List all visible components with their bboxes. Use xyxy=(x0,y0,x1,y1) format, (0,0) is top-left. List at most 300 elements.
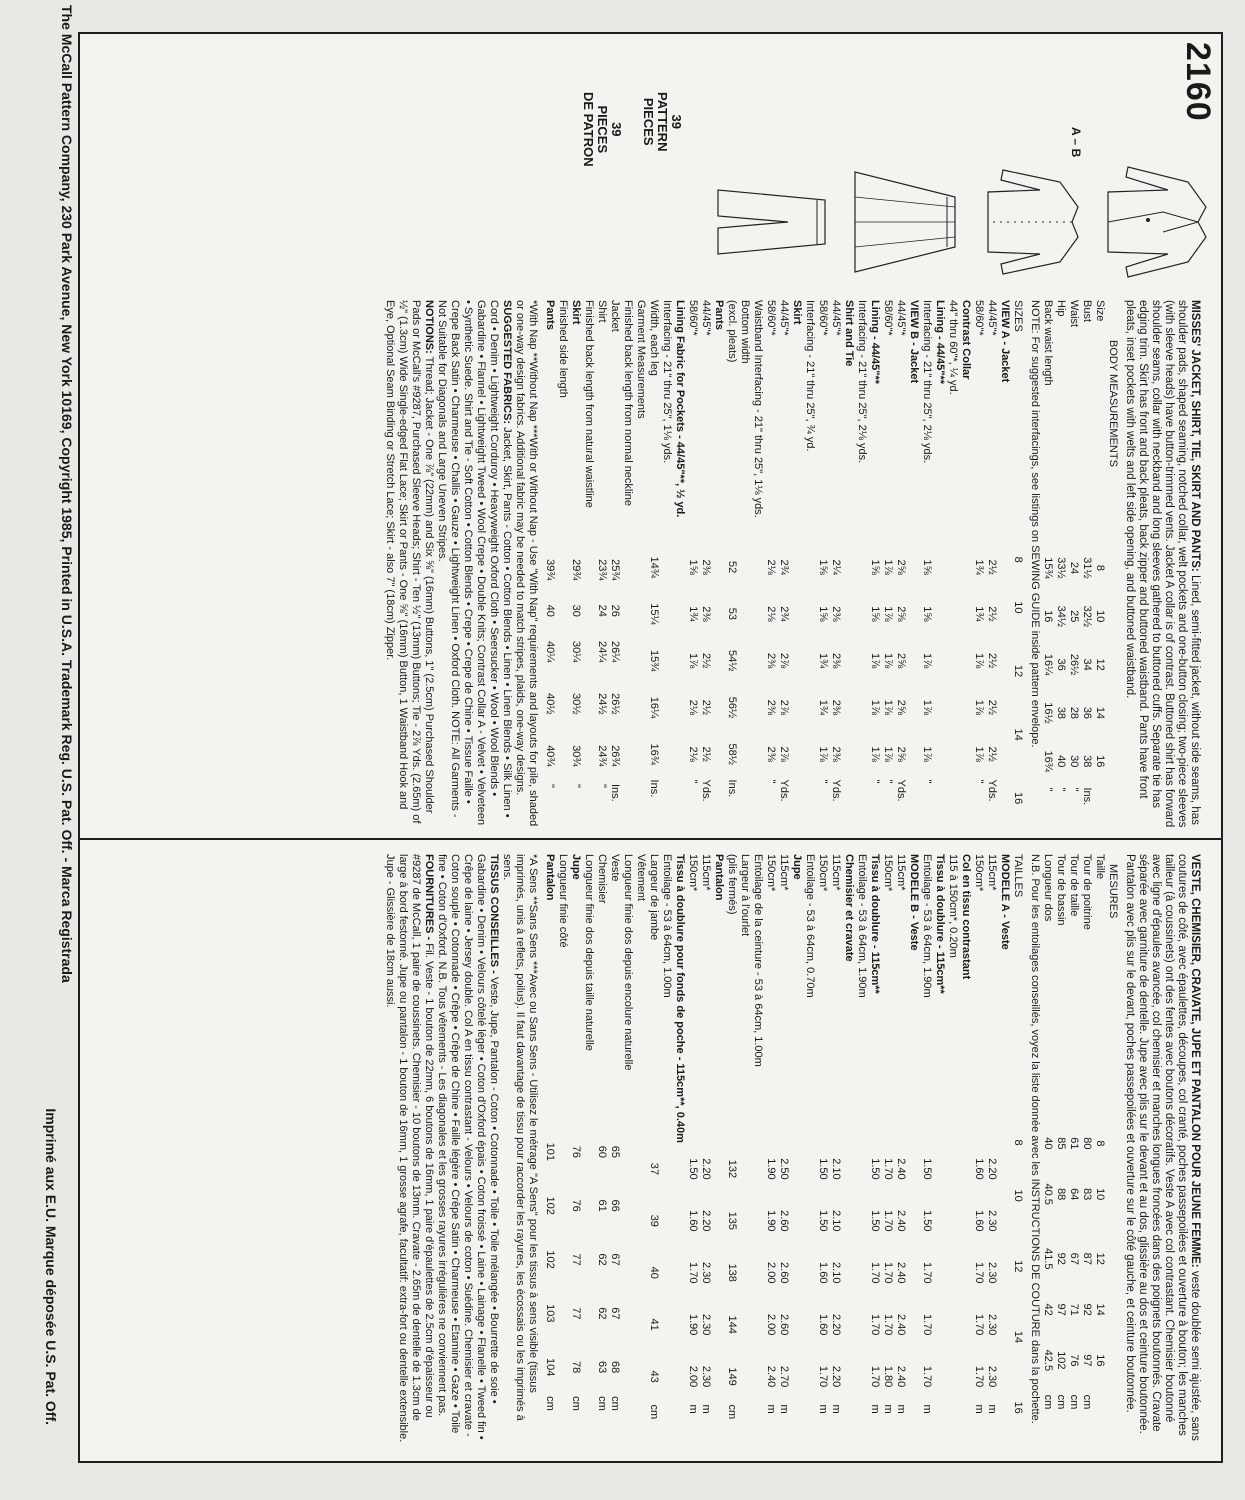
size-value: 1⅞ xyxy=(882,699,894,716)
shirt-tie-sketch xyxy=(978,162,1088,282)
garment-row xyxy=(543,854,556,1443)
size-value: 32½ xyxy=(1081,605,1093,627)
size-value: 1.70 xyxy=(687,1262,699,1284)
unit-cell: cm xyxy=(1081,1394,1093,1410)
size-value xyxy=(738,1143,751,1195)
unit-cell: cm xyxy=(648,1404,660,1420)
size-value: 1.70 xyxy=(882,1313,894,1336)
unit-cell: m xyxy=(700,1404,712,1414)
size-value xyxy=(556,678,569,730)
yardage-row xyxy=(881,854,894,1443)
size-value: 101 xyxy=(544,1142,556,1162)
size-header: 16 xyxy=(1012,792,1024,805)
size-value xyxy=(842,731,855,778)
size-value: 30¾ xyxy=(570,745,582,767)
english-fabrics-label: SUGGESTED FABRICS: xyxy=(501,300,513,425)
size-value: 92 xyxy=(1081,1303,1093,1316)
row-label: Interfacing - 21" thru 25", ¾ yd. xyxy=(804,300,816,452)
size-value: 2.30 xyxy=(700,1365,712,1388)
size-value: 1¾ xyxy=(973,606,985,622)
rotated-page-content xyxy=(78,32,1223,1463)
size-value: 1.60 xyxy=(817,1262,829,1284)
size-value: 16 xyxy=(1042,610,1054,623)
yardage-row xyxy=(699,854,712,1443)
size-value: 80 xyxy=(1081,1137,1093,1150)
row-label: Contrast Collar xyxy=(960,300,972,380)
size-value: 2.30 xyxy=(700,1313,712,1336)
row-label: Width, each leg xyxy=(648,300,660,376)
row-label: Largeur de jambe xyxy=(648,854,660,941)
yardage-row xyxy=(907,854,920,1443)
size-value: 1.70 xyxy=(921,1262,933,1284)
size-value: 40 xyxy=(1042,1137,1054,1150)
size-value: 41.5 xyxy=(1042,1248,1054,1270)
row-label: VIEW A - Jacket xyxy=(999,300,1011,383)
yardage-row xyxy=(946,854,959,1443)
unit-cell: Ins. xyxy=(648,779,660,798)
size-value xyxy=(803,1247,816,1299)
french-fabrics-text: Veste, Jupe, Pantalon - Coton • Cotonnade • Toile • Toile mélangée • Bourrette de soie • Gabardine • Denim • Velours côtelé léger • Coton d'Oxford épais • Coton froissé • Laine • Lainage • Flanelle • Tweed fin • Crêpe de laine • Jersey double. Col A en tissu contrastant - Velours • Velours de coton • Suédine. Chemisier et cravate - Coton souple • Cotonnade • Crêpe • Crêpe de Chine • Faille légère • Crêpe Satin • Charmeuse • Etamine • Gaze • Toile fine • Coton d'Oxford. N.B. Tous vêtements - Les diagonales et les grosses rayures irrégulières ne conviennent pas. xyxy=(436,854,500,1440)
size-value: 1⅞ xyxy=(882,559,894,575)
size-value xyxy=(803,591,816,638)
size-value: 97 xyxy=(1081,1354,1093,1367)
size-value xyxy=(556,1340,569,1394)
unit-cell: " xyxy=(973,779,985,784)
english-garment-table xyxy=(543,300,621,830)
row-label: Longueur finie côté xyxy=(557,854,569,948)
size-value: 40¼ xyxy=(544,641,556,663)
size-value xyxy=(803,544,816,591)
row-label: Pants xyxy=(544,300,556,330)
size-value xyxy=(998,1299,1011,1351)
french-note: N.B. Pour les entoilages conseillés, voyez la liste donnée avec les INSTRUCTIONS DE COUTURE dans la pochette. xyxy=(1029,854,1041,1424)
size-value: 14¾ xyxy=(648,556,660,578)
size-value xyxy=(712,731,725,778)
size-value xyxy=(933,684,946,731)
unit-cell xyxy=(959,1403,972,1443)
size-value: 2⅞ xyxy=(778,746,790,762)
yardage-row xyxy=(907,300,920,830)
row-label: Back waist length xyxy=(1042,300,1054,386)
size-value xyxy=(738,1351,751,1403)
body-measurements-label: BODY MEASUREMENTS xyxy=(1107,340,1119,467)
row-label: Lining - 44/45"** xyxy=(869,300,881,385)
size-value: 39¾ xyxy=(544,559,556,581)
size-header: 14 xyxy=(1012,728,1024,741)
unit-cell: cm xyxy=(1042,1394,1054,1410)
size-value xyxy=(803,1351,816,1403)
size-value xyxy=(738,591,751,638)
size-value: 60 xyxy=(596,1145,608,1158)
row-label: Interfacing - 21" thru 25", 2⅛ yds. xyxy=(921,300,933,464)
size-value xyxy=(712,1143,725,1195)
size-value xyxy=(842,684,855,731)
row-label: 58/60"* xyxy=(882,300,894,336)
size-value xyxy=(582,678,595,730)
size-value xyxy=(998,1143,1011,1195)
size-value: 1.80 xyxy=(882,1365,894,1388)
size-value: 1⅞ xyxy=(882,606,894,622)
size-value: 2.20 xyxy=(986,1158,998,1180)
yardage-row xyxy=(972,300,985,830)
garment-row xyxy=(595,300,608,830)
yardage-row xyxy=(933,854,946,1443)
unit-cell xyxy=(933,778,946,830)
size-value: 1.70 xyxy=(882,1210,894,1232)
yardage-row xyxy=(816,854,829,1443)
size-value: 2.40 xyxy=(895,1262,907,1284)
size-value: 33½ xyxy=(1055,557,1067,579)
size-value: 2.10 xyxy=(830,1158,842,1180)
illustration-column xyxy=(78,32,1223,287)
yardage-row xyxy=(712,300,725,830)
english-fabrics-text: Jacket, Skirt, Pants - Cotton • Cotton Blends • Linen • Linen Blends • Silk Linen • Cord • Denim • Lightweight Corduroy • Heavyweight Oxford Cloth • Seersucker • Wool • Wool Blends • Gabardine • Flannel • Lightweight Tweed • Wool Crepe • Double Knits; Contrast Collar A - Velvet • Velveteen • Synthetic Suede. Shirt and Tie - Soft Cotton • Cotton Blends • Crepe • Crepe de Chine • Tissue Faille • Crepe Back Satin • Charmeuse • Challis • Gauze • Lightweight Linen • Oxford Cloth. NOTE: All Garments - Not Suitable for Diagonals and Large Uneven Stripes. xyxy=(436,300,513,826)
pattern-number: 2160 xyxy=(1179,42,1217,122)
french-column xyxy=(78,844,1223,1463)
size-value: 2.20 xyxy=(700,1210,712,1232)
size-value: 38 xyxy=(1055,706,1067,720)
size-value xyxy=(660,731,673,778)
body-measure-row xyxy=(1080,300,1093,830)
size-value xyxy=(556,730,569,782)
size-value: 2½ xyxy=(986,559,998,575)
row-label: MODELE A - Veste xyxy=(999,854,1011,950)
unit-cell: Yds. xyxy=(895,779,907,802)
yardage-row xyxy=(790,300,803,830)
size-value: 2⅝ xyxy=(895,606,907,622)
unit-cell: " xyxy=(687,779,699,784)
row-label: Tour de poitrine xyxy=(1081,854,1093,930)
size-value: 103 xyxy=(544,1304,556,1323)
body-measure-row xyxy=(1054,300,1067,830)
size-value: 1.90 xyxy=(765,1210,777,1232)
size-header: 14 xyxy=(1012,1330,1024,1344)
garment-row xyxy=(569,854,582,1443)
unit-cell xyxy=(790,778,803,830)
size-value: 24½ xyxy=(596,693,608,715)
unit-cell: " xyxy=(1068,787,1080,792)
size-value: 24¼ xyxy=(596,641,608,663)
size-value xyxy=(673,731,686,778)
size-value xyxy=(582,1340,595,1394)
size-value xyxy=(738,637,751,684)
size-value: 29¾ xyxy=(570,559,582,581)
unit-cell: Ins. xyxy=(726,779,738,798)
size-value xyxy=(660,684,673,731)
yardage-row xyxy=(686,300,699,830)
size-value: 1⅞ xyxy=(687,653,699,669)
size-value xyxy=(673,544,686,591)
size-value: 2½ xyxy=(986,606,998,622)
unit-cell xyxy=(660,1403,673,1443)
english-title: MISSES' JACKET, SHIRT, TIE, SKIRT AND PANTS: xyxy=(1189,300,1201,572)
yardage-row xyxy=(868,300,881,830)
pants-sketch xyxy=(713,162,833,282)
size-value: 102 xyxy=(544,1196,556,1215)
footer-line-1: The McCall Pattern Company, 230 Park Avenue, New York 10169, Copyright 1985, Printed in U.S.A. Trademark Reg. U.S. Pat. Off. - Marca Registrada xyxy=(59,5,75,983)
size-value: 54½ xyxy=(726,649,738,672)
sizes-row xyxy=(1011,854,1024,1443)
size-value: 2¾ xyxy=(778,606,790,622)
size-value xyxy=(790,591,803,638)
size-value xyxy=(907,1195,920,1247)
size-value xyxy=(660,544,673,591)
size-value: 2⅜ xyxy=(830,606,842,622)
unit-cell: cm xyxy=(609,1396,621,1411)
size-value: 1¾ xyxy=(973,559,985,575)
size-value: 40 xyxy=(544,604,556,617)
size-value: 2¼ xyxy=(830,559,842,575)
size-value xyxy=(556,1179,569,1233)
french-sizes-row xyxy=(1011,854,1024,1443)
row-label: 150cm* xyxy=(765,854,777,892)
size-value: 2.20 xyxy=(700,1158,712,1180)
size-value xyxy=(712,684,725,731)
size-value xyxy=(660,1299,673,1351)
english-finished-back: Finished back length from normal neckline xyxy=(622,300,634,507)
size-value xyxy=(582,730,595,782)
row-label: Entoilage - 53 à 64cm, 1.90m xyxy=(856,854,868,998)
size-value: 2.20 xyxy=(830,1313,842,1336)
english-description: Lined, semi-fitted jacket, without side seams, has shoulder pads, shaped seaming, notched collar, welt pockets and one-button closing; two-piece sleeves (with sleeve heads) have button-trimmed vents. Jacket A collar is of contrast. Buttoned shirt has forward shoulder seams, collar with neckband and long sleeves gathered to buttoned cuffs. Separate tie has edging trim. Skirt has front and back pleats, back zipper and buttoned waistband. Pants have front pleats, inset pockets with welts and left side opening, and buttoned waistband. xyxy=(1124,300,1201,828)
yardage-row xyxy=(777,854,790,1443)
yardage-row xyxy=(972,854,985,1443)
unit-cell xyxy=(855,778,868,830)
size-value xyxy=(556,1286,569,1340)
size-value: 16½ xyxy=(1042,702,1054,724)
yardage-row xyxy=(764,854,777,1443)
french-body-table xyxy=(1041,854,1106,1443)
size-value xyxy=(946,591,959,638)
size-value: 2⅜ xyxy=(765,699,777,716)
yardage-row xyxy=(933,300,946,830)
yardage-row xyxy=(712,854,725,1443)
size-value: 8 xyxy=(1094,564,1106,572)
size-value: 2¾ xyxy=(778,559,790,575)
size-value: 1⅞ xyxy=(882,746,894,762)
unit-cell: m xyxy=(817,1404,829,1414)
size-value xyxy=(790,637,803,684)
french-notions-label: FOURNITURES - xyxy=(423,854,435,941)
size-value: 2.30 xyxy=(986,1365,998,1388)
size-value xyxy=(998,544,1011,591)
body-measure-row xyxy=(1093,854,1106,1443)
size-value xyxy=(842,637,855,684)
size-value xyxy=(855,1195,868,1247)
unit-cell xyxy=(855,1403,868,1443)
french-finished-back: Longueur finie dos depuis encolure naturelle xyxy=(622,854,634,1071)
row-label: Chemisier et cravate xyxy=(843,854,855,962)
body-measure-row xyxy=(1080,854,1093,1443)
size-value xyxy=(712,1247,725,1299)
yardage-row xyxy=(842,300,855,830)
row-label: Shirt xyxy=(596,300,608,323)
unit-cell: Yds. xyxy=(778,779,790,802)
unit-cell xyxy=(712,778,725,830)
size-value xyxy=(803,1195,816,1247)
size-value xyxy=(803,731,816,778)
size-value: 36 xyxy=(1055,658,1067,671)
size-value: 102 xyxy=(544,1250,556,1269)
unit-cell: cm xyxy=(570,1396,582,1411)
size-value: 1.70 xyxy=(921,1365,933,1388)
size-value: 76 xyxy=(570,1199,582,1212)
size-value: 1⅝ xyxy=(921,559,933,575)
yardage-row xyxy=(816,300,829,830)
unit-cell xyxy=(556,1394,569,1443)
row-label: Waistband Interfacing - 21" thru 25", 1⅛ yds. xyxy=(752,300,764,518)
yardage-row xyxy=(738,854,751,1443)
sizes-label: TAILLES xyxy=(1012,854,1024,898)
size-value xyxy=(790,544,803,591)
yardage-row xyxy=(829,300,842,830)
size-value: 65 xyxy=(609,1145,621,1158)
size-value: 2⅛ xyxy=(687,699,699,716)
unit-cell xyxy=(842,1403,855,1443)
size-value: 43 xyxy=(648,1370,660,1383)
french-fabrics xyxy=(435,854,500,1443)
size-value xyxy=(790,731,803,778)
size-value: 38 xyxy=(1081,755,1093,768)
size-value xyxy=(946,544,959,591)
size-value: 76 xyxy=(1068,1354,1080,1367)
row-label: Tissu à doublure pour fonds de poche - 115cm**, 0.40m xyxy=(674,854,686,1143)
size-value xyxy=(998,731,1011,778)
yardage-row xyxy=(686,854,699,1443)
size-value xyxy=(933,637,946,684)
yardage-row xyxy=(842,854,855,1443)
size-value xyxy=(738,1195,751,1247)
row-label: (excl. pleats) xyxy=(726,300,738,363)
size-value: 1.70 xyxy=(869,1313,881,1336)
size-value xyxy=(673,1351,686,1403)
size-value xyxy=(790,1247,803,1299)
size-value: 1⅝ xyxy=(817,559,829,575)
row-label: Longueur finie dos depuis taille naturelle xyxy=(583,854,595,1051)
size-value: 2½ xyxy=(700,653,712,669)
english-nap-note: *With Nap **Without Nap ***With or Without Nap - Use "With Nap" requirements and layouts for pile, shaded or one-way design fabrics. Additional fabric may be needed to match stripes, plaids, one-way designs. xyxy=(514,300,539,827)
unit-cell xyxy=(556,782,569,830)
size-value xyxy=(933,544,946,591)
size-value: 88 xyxy=(1055,1188,1067,1201)
size-value: 77 xyxy=(570,1307,582,1320)
row-label: VIEW B - Jacket xyxy=(908,300,920,384)
unit-cell xyxy=(582,1394,595,1443)
size-value xyxy=(582,1286,595,1340)
size-value xyxy=(959,1247,972,1299)
size-value: 30 xyxy=(570,604,582,617)
size-value xyxy=(855,1247,868,1299)
size-value xyxy=(556,596,569,626)
unit-cell: m xyxy=(778,1404,790,1414)
unit-cell xyxy=(660,778,673,830)
size-value xyxy=(556,1125,569,1179)
size-value: 30½ xyxy=(570,693,582,715)
size-value: 2½ xyxy=(700,746,712,762)
size-value: 24 xyxy=(596,604,608,617)
footer-line-2: Imprimé aux E.U. Marque déposée U.S. Pat. Off. xyxy=(43,1108,59,1425)
size-value xyxy=(803,1299,816,1351)
size-value: 2.40 xyxy=(895,1313,907,1336)
body-measure-row xyxy=(1067,854,1080,1443)
unit-cell xyxy=(712,1403,725,1443)
size-value xyxy=(933,1299,946,1351)
row-label: Interfacing - 21" thru 25", 1⅛ yds. xyxy=(661,300,673,464)
size-value: 31½ xyxy=(1081,557,1093,579)
size-value xyxy=(803,684,816,731)
size-value: 1¾ xyxy=(817,653,829,669)
size-value xyxy=(959,544,972,591)
size-value xyxy=(946,1143,959,1195)
size-value: 1⅝ xyxy=(921,606,933,622)
size-value: 2.60 xyxy=(778,1210,790,1232)
size-value: 26¾ xyxy=(609,745,621,767)
unit-cell: Yds. xyxy=(700,779,712,802)
unit-cell xyxy=(998,778,1011,830)
row-label: Tour de bassin xyxy=(1055,854,1067,926)
size-value xyxy=(660,1351,673,1403)
size-value xyxy=(946,1299,959,1351)
size-value xyxy=(751,1351,764,1403)
garment-row xyxy=(556,300,569,830)
size-value xyxy=(933,1143,946,1195)
size-value: 2⅜ xyxy=(700,606,712,622)
size-value xyxy=(712,544,725,591)
size-value: 2⅞ xyxy=(778,653,790,669)
yardage-row xyxy=(725,300,738,830)
size-value xyxy=(907,1247,920,1299)
size-value: 1⅞ xyxy=(882,653,894,669)
unit-cell xyxy=(751,778,764,830)
size-value: 2.40 xyxy=(765,1365,777,1388)
size-value xyxy=(946,1247,959,1299)
size-value: 1.70 xyxy=(973,1262,985,1284)
size-value: 78 xyxy=(570,1361,582,1374)
body-measure-row xyxy=(1067,300,1080,830)
size-value xyxy=(842,1195,855,1247)
size-value: 1⅞ xyxy=(869,699,881,716)
row-label: 44/45"* xyxy=(778,300,790,336)
size-value xyxy=(738,731,751,778)
size-header: 12 xyxy=(1012,664,1024,678)
size-value: 1.50 xyxy=(869,1210,881,1232)
row-label: (plis fermés) xyxy=(726,854,738,915)
size-value: 1.90 xyxy=(765,1158,777,1180)
size-value xyxy=(959,591,972,638)
size-value: 34 xyxy=(1081,658,1093,671)
row-label: Pants xyxy=(713,300,725,330)
size-value: 28 xyxy=(1068,706,1080,720)
row-label: Tissu à doublure - 115cm** xyxy=(869,854,881,994)
size-value: 2⅜ xyxy=(765,653,777,669)
size-value: 26¼ xyxy=(609,641,621,663)
size-value xyxy=(751,684,764,731)
size-value: 1⅞ xyxy=(817,746,829,762)
size-value xyxy=(582,544,595,596)
size-value: 61 xyxy=(596,1199,608,1212)
size-value: 2.10 xyxy=(830,1210,842,1232)
unit-cell: " xyxy=(869,779,881,784)
yardage-row xyxy=(998,854,1011,1443)
size-value: 2.50 xyxy=(778,1158,790,1180)
row-label: Largeur à l'ourlet xyxy=(739,854,751,937)
row-label: Chemisier xyxy=(596,854,608,904)
unit-cell: Ins. xyxy=(609,783,621,802)
size-value: 10 xyxy=(1094,1188,1106,1201)
view-codes: A – B xyxy=(1069,127,1083,158)
french-title: VESTE, CHEMISIER, CRAVATE, JUPE ET PANTALON POUR JEUNE FEMME: xyxy=(1189,854,1201,1268)
size-value: 14 xyxy=(1094,706,1106,720)
